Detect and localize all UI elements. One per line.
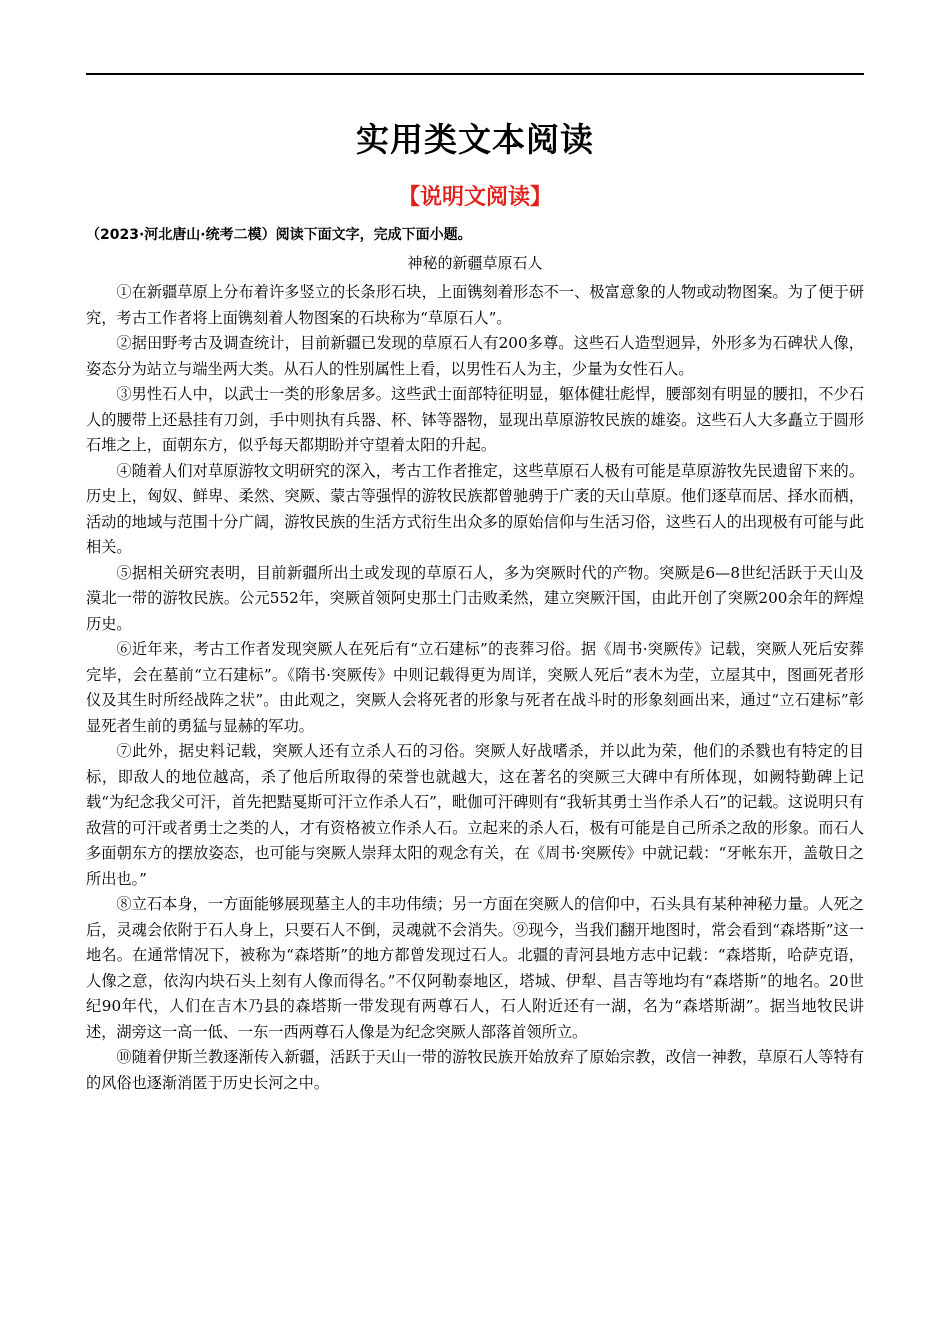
article-body bbox=[86, 280, 864, 1096]
section-title: 【说明文阅读】 bbox=[397, 185, 552, 210]
top-rule bbox=[86, 73, 864, 75]
question-intro: （2023·河北唐山·统考二模）阅读下面文字，完成下面小题。 bbox=[86, 227, 472, 243]
page-title: 实用类文本阅读 bbox=[356, 120, 594, 159]
paragraph-8: ⑧立石本身，一方面能够展现墓主人的丰功伟绩；另一方面在突厥人的信仰中，石头具有某种神秘力量。人死之后，灵魂会依附于石人身上，只要石人不倒，灵魂就不会消失。⑨现今，当我们翻开地图时，常会看到“森塔斯”这一地名。在通常情况下，被称为“森塔斯”的地方都曾发现过石人。北疆的青河县地方志中记载：“森塔斯，哈萨克语，人像之意，依沟内块石头上刻有人像而得名。”不仅阿勒泰地区，塔城、伊犁、昌吉等地均有“森塔斯”的地名。20世纪90年代，人们在吉木乃县的森塔斯一带发现有两尊石人，石人附近还有一湖，名为“森塔斯湖”。据当地牧民讲述，湖旁这一高一低、一东一西两尊石人像是为纪念突厥人部落首领所立。 bbox=[86, 895, 864, 1041]
paragraph-2: ②据田野考古及调查统计，目前新疆已发现的草原石人有200多尊。这些石人造型迥异，外形多为石碑状人像，姿态分为站立与端坐两大类。从石人的性别属性上看，以男性石人为主，少量为女性石人。 bbox=[86, 334, 864, 378]
paragraph-5: ⑤据相关研究表明，目前新疆所出土或发现的草原石人，多为突厥时代的产物。突厥是6—8世纪活跃于天山及漠北一带的游牧民族。公元552年，突厥首领阿史那土门击败柔然，建立突厥汗国，由此开创了突厥200余年的辉煌历史。 bbox=[86, 563, 864, 633]
article-title: 神秘的新疆草原石人 bbox=[407, 254, 543, 272]
paragraph-1: ①在新疆草原上分布着许多竖立的长条形石块，上面镌刻着形态不一、极富意象的人物或动物图案。为了便于研究，考古工作者将上面镌刻着人物图案的石块称为“草原石人”。 bbox=[86, 283, 864, 327]
paragraph-7: ⑦此外，据史料记载，突厥人还有立杀人石的习俗。突厥人好战嗜杀，并以此为荣，他们的杀戮也有特定的目标，即敌人的地位越高，杀了他后所取得的荣誉也就越大，这在著名的突厥三大碑中有所体现，如阙特勤碑上记载“为纪念我父可汗，首先把黠戛斯可汗立作杀人石”，毗伽可汗碑则有“我斩其勇士当作杀人石”的记载。这说明只有敌营的可汗或者勇士之类的人，才有资格被立作杀人石。立起来的杀人石，极有可能是自己所杀之敌的形象。而石人多面朝东方的摆放姿态，也可能与突厥人崇拜太阳的观念有关，在《周书·突厥传》中就记载：“牙帐东开，盖敬日之所出也。” bbox=[86, 742, 864, 888]
paragraph-6: ⑥近年来，考古工作者发现突厥人在死后有“立石建标”的丧葬习俗。据《周书·突厥传》记载，突厥人死后安葬完毕，会在墓前“立石建标”。《隋书·突厥传》中则记载得更为周详，突厥人死后“表木为茔，立屋其中，图画死者形仪及其生时所经战阵之状”。由此观之，突厥人会将死者的形象与死者在战斗时的形象刻画出来，通过“立石建标”彰显死者生前的勇猛与显赫的军功。 bbox=[86, 640, 864, 735]
paragraph-4: ④随着人们对草原游牧文明研究的深入，考古工作者推定，这些草原石人极有可能是草原游牧先民遗留下来的。历史上，匈奴、鲜卑、柔然、突厥、蒙古等强悍的游牧民族都曾驰骋于广袤的天山草原。他们逐草而居、择水而栖，活动的地域与范围十分广阔，游牧民族的生活方式衍生出众多的原始信仰与生活习俗，这些石人的出现极有可能与此相关。 bbox=[86, 461, 864, 556]
paragraph-10: ⑩随着伊斯兰教逐渐传入新疆，活跃于天山一带的游牧民族开始放弃了原始宗教，改信一神教，草原石人等特有的风俗也逐渐消匿于历史长河之中。 bbox=[86, 1048, 864, 1092]
paragraph-3: ③男性石人中，以武士一类的形象居多。这些武士面部特征明显，躯体健壮彪悍，腰部刻有明显的腰扣，不少石人的腰带上还悬挂有刀剑，手中则执有兵器、杯、钵等器物，显现出草原游牧民族的雄姿。这些石人大多矗立于圆形石堆之上，面朝东方，似乎每天都期盼并守望着太阳的升起。 bbox=[86, 385, 864, 454]
